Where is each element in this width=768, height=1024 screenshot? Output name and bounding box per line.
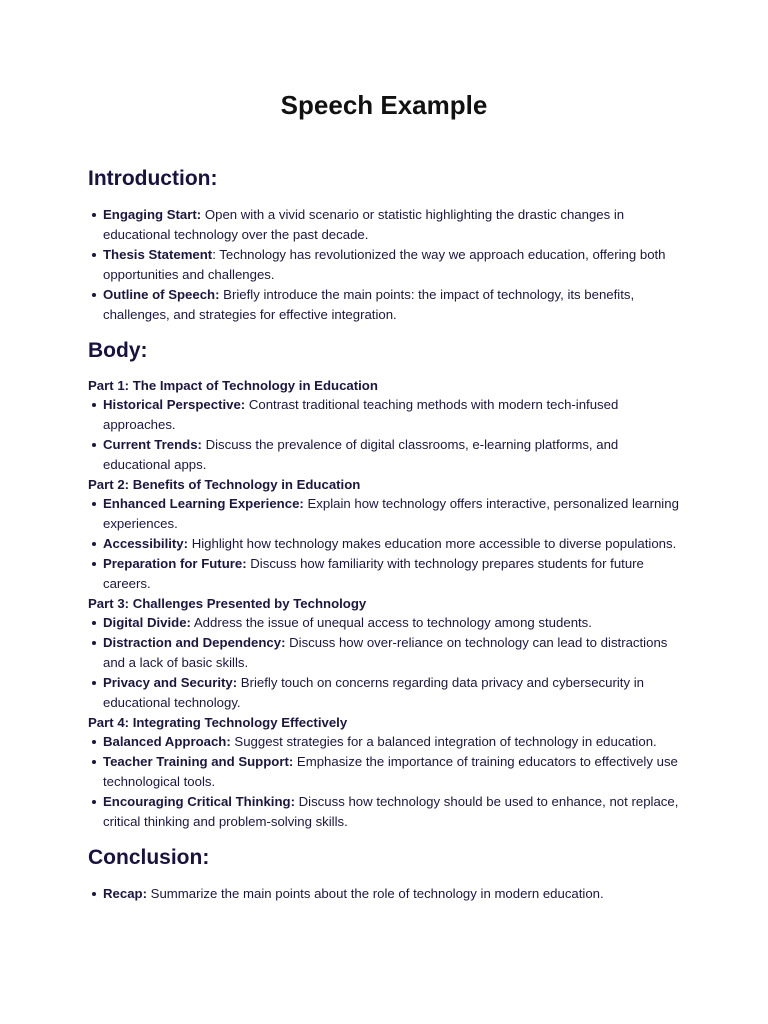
item-text: Contrast traditional teaching methods with modern tech-infused approaches. bbox=[103, 397, 619, 432]
list-item bbox=[88, 633, 680, 673]
item-term: Outline of Speech: bbox=[103, 287, 220, 302]
part-list bbox=[88, 395, 680, 475]
item-term: Balanced Approach: bbox=[103, 734, 231, 749]
introduction-heading: Introduction: bbox=[88, 167, 218, 190]
list-item bbox=[88, 752, 680, 792]
list-item bbox=[88, 205, 680, 245]
body-heading: Body: bbox=[88, 339, 148, 362]
part-list bbox=[88, 494, 680, 594]
item-term: Accessibility: bbox=[103, 536, 189, 551]
part-list bbox=[88, 613, 680, 713]
list-item bbox=[88, 534, 680, 554]
item-term: Thesis Statement bbox=[103, 247, 213, 262]
item-text: Discuss how familiarity with technology prepares students for future careers. bbox=[103, 556, 644, 591]
list-item bbox=[88, 792, 680, 832]
item-text: Discuss the prevalence of digital classrooms, e-learning platforms, and educational apps. bbox=[103, 437, 619, 472]
item-term: Engaging Start: bbox=[103, 207, 202, 222]
list-item bbox=[88, 554, 680, 594]
item-term: Distraction and Dependency: bbox=[103, 635, 286, 650]
conclusion-list bbox=[88, 884, 680, 904]
item-term: Recap: bbox=[103, 886, 147, 901]
list-item bbox=[88, 435, 680, 475]
item-text: Briefly touch on concerns regarding data privacy and cybersecurity in educational technology. bbox=[103, 675, 644, 710]
item-text: Discuss how technology should be used to enhance, not replace, critical thinking and problem-solving skills. bbox=[103, 794, 679, 829]
item-text: Summarize the main points about the role of technology in modern education. bbox=[146, 886, 604, 901]
item-term: Privacy and Security: bbox=[103, 675, 238, 690]
item-text: Address the issue of unequal access to technology among students. bbox=[190, 615, 592, 630]
list-item bbox=[88, 494, 680, 534]
part-title: Part 1: The Impact of Technology in Education bbox=[88, 378, 378, 393]
item-text: Discuss how over-reliance on technology can lead to distractions and a lack of basic skills. bbox=[103, 635, 668, 670]
item-text: : Technology has revolutionized the way we approach education, offering both opportunities and challenges. bbox=[103, 247, 666, 282]
item-text: Open with a vivid scenario or statistic highlighting the drastic changes in educational technology over the past decade. bbox=[103, 207, 625, 242]
item-term: Digital Divide: bbox=[103, 615, 191, 630]
item-term: Current Trends: bbox=[103, 437, 202, 452]
list-item bbox=[88, 884, 680, 904]
conclusion-heading: Conclusion: bbox=[88, 846, 210, 869]
item-term: Enhanced Learning Experience: bbox=[103, 496, 304, 511]
list-item bbox=[88, 673, 680, 713]
item-text: Emphasize the importance of training educators to effectively use technological tools. bbox=[103, 754, 678, 789]
introduction-list bbox=[88, 205, 680, 325]
item-term: Preparation for Future: bbox=[103, 556, 247, 571]
list-item bbox=[88, 732, 680, 752]
part-title: Part 4: Integrating Technology Effectively bbox=[88, 715, 348, 730]
list-item bbox=[88, 245, 680, 285]
item-text: Explain how technology offers interactive, personalized learning experiences. bbox=[103, 496, 679, 531]
list-item bbox=[88, 613, 680, 633]
part-title: Part 2: Benefits of Technology in Education bbox=[88, 477, 361, 492]
item-term: Historical Perspective: bbox=[103, 397, 246, 412]
part-list bbox=[88, 732, 680, 832]
part-title: Part 3: Challenges Presented by Technology bbox=[88, 596, 367, 611]
item-text: Suggest strategies for a balanced integration of technology in education. bbox=[230, 734, 657, 749]
body-sections bbox=[88, 376, 680, 832]
item-text: Briefly introduce the main points: the impact of technology, its benefits, challenges, and strategies for effective integration. bbox=[103, 287, 635, 322]
item-term: Teacher Training and Support: bbox=[103, 754, 294, 769]
list-item bbox=[88, 285, 680, 325]
page-title: Speech Example bbox=[280, 90, 488, 120]
list-item bbox=[88, 395, 680, 435]
item-text: Highlight how technology makes education more accessible to diverse populations. bbox=[188, 536, 677, 551]
item-term: Encouraging Critical Thinking: bbox=[103, 794, 295, 809]
